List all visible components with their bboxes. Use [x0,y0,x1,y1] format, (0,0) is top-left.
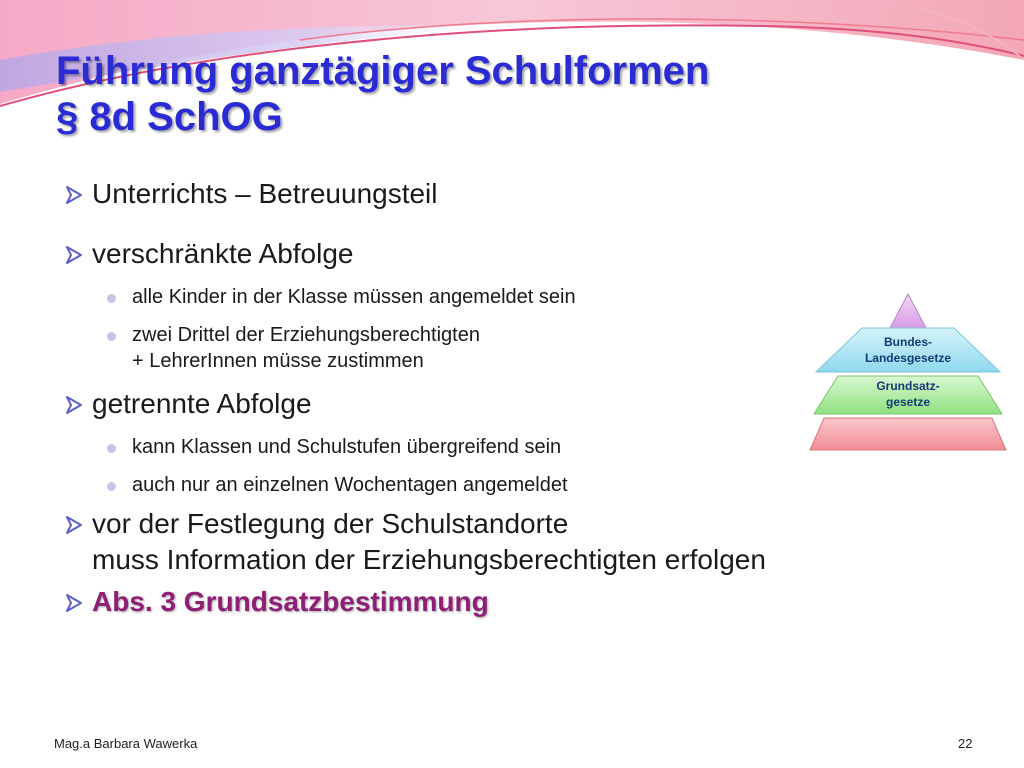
sub-bullet-text: kann Klassen und Schulstufen übergreifend sein [132,436,562,458]
sub-bullet-text: auch nur an einzelnen Wochentagen angemeldet [132,474,568,496]
pyramid-level-top [890,294,926,328]
bullet-text: getrennte Abfolge [92,388,312,419]
arrow-bullet-icon [64,593,84,613]
bullet-text-line2: muss Information der Erziehungsberechtigten erfolgen [92,544,766,575]
pyramid-level-base [810,418,1006,450]
highlighted-bullet-item [62,584,942,620]
dot-bullet-icon [107,332,116,341]
arrow-bullet-icon [64,515,84,535]
dot-bullet-icon [107,444,116,453]
pyramid-label-level3-line2: gesetze [885,395,931,409]
bullet-text-line1: vor der Festlegung der Schulstandorte [92,508,569,539]
bullet-text: Unterrichts – Betreuungsteil [92,178,438,209]
sub-bullet-item [62,472,942,498]
bullet-item [62,506,942,578]
bullet-item [62,236,942,272]
dot-bullet-icon [107,482,116,491]
sub-bullet-text-line2: + LehrerInnen müsse zustimmen [132,350,424,372]
highlighted-bullet-text: Abs. 3 Grundsatzbestimmung [92,586,489,617]
pyramid-label-level3-line1: Grundsatz- [876,379,940,393]
pyramid-label-level2-line1: Bundes- [884,335,932,349]
bullet-text: verschränkte Abfolge [92,238,354,269]
footer-page-number: 22 [958,736,973,751]
arrow-bullet-icon [64,395,84,415]
bullet-item [62,176,942,212]
footer-author: Mag.a Barbara Wawerka [54,736,198,751]
slide-title-line2: § 8d SchOG [56,95,283,139]
arrow-bullet-icon [64,245,84,265]
law-pyramid-diagram [808,292,1008,458]
slide-title-line1: Führung ganztägiger Schulformen [56,49,710,93]
sub-bullet-text: alle Kinder in der Klasse müssen angemeldet sein [132,286,576,308]
slide-title [56,48,709,140]
arrow-bullet-icon [64,185,84,205]
dot-bullet-icon [107,294,116,303]
pyramid-label-level2-line2: Landesgesetze [864,351,952,365]
sub-bullet-text-line1: zwei Drittel der Erziehungsberechtigten [132,324,480,346]
